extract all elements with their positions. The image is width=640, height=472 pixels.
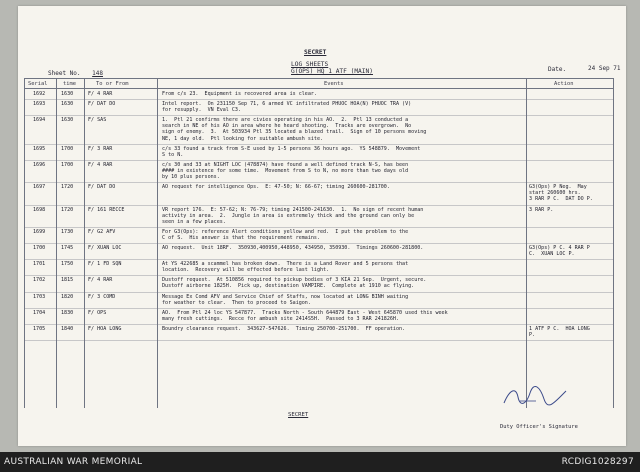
events-cell: Dustoff request. At 510856 required to pickup bodies of 3 KIA 21 Sep. Urgent, secure. Dustoff airborne 1825H. Pick up, destination VAMPIRE. Complete at 1910 ac flying.: [162, 277, 427, 290]
serial-cell: 1705: [33, 326, 46, 332]
to-from-cell: F/ G2 AFV: [88, 228, 116, 235]
to-from-cell: F/ HOA LONG: [88, 326, 122, 332]
events-cell: Message Ex Comd AFV and Service Chief of Staffs, now located at LONG BINH waiting for weather to clear. Then to proceed to Saigon.: [162, 293, 409, 306]
events-cell: Boundry clearance request. 343627-547626. Timing 250700-251700. FF operation.: [162, 326, 406, 332]
serial-cell: 1700: [33, 245, 46, 251]
events-cell: c/s 30 and 33 at NIGHT LOC (478874) have found a well defined track N-S, has been #### in existence for some time. Movement from S to N, no more than two days old by 10 plus persons.: [162, 161, 409, 181]
serial-cell: 1695: [33, 145, 46, 152]
serial-cell: 1694: [33, 117, 46, 124]
to-from-cell: F/ 1 FD SQN: [88, 261, 122, 268]
row-rule: [24, 205, 614, 206]
log-title: [291, 61, 373, 75]
archive-strip: [0, 452, 640, 472]
to-from-cell: F/ DAT DO: [88, 101, 116, 108]
row-rule: [24, 227, 614, 228]
serial-cell: 1701: [33, 261, 46, 268]
action-cell: 1 ATF P C. HOA LONG P.: [529, 326, 590, 339]
events-cell: For G3(Ops): reference Alert conditions yellow and red. I put the problem to the C of S. His answer is that the requirement remains.: [162, 228, 409, 241]
classification-footer: SECRET: [288, 412, 309, 418]
to-from-cell: F/ 3 COMD: [88, 293, 116, 300]
events-cell: AO request for intelligence Ops. E: 47-50; N: 66-67; timing 260600-281700.: [162, 184, 390, 191]
row-rule: [24, 243, 614, 244]
to-from-cell: F/ OPS: [88, 309, 107, 316]
to-from-cell: F/ SAS: [88, 117, 107, 124]
events-cell: AO request. Unit 18RF. 350930,400950,448950, 434950, 350930. Timings 260600-281800.: [162, 245, 424, 251]
time-cell: 1730: [61, 228, 74, 235]
sheet-number-value: 148: [92, 70, 103, 77]
time-cell: 1720: [61, 206, 74, 213]
col-to-from: To or From: [96, 81, 129, 87]
time-cell: 1745: [61, 245, 74, 251]
row-rule: [24, 144, 614, 145]
events-cell: c/s 33 found a track from S-E used by 1-5 persons 36 hours ago. YS 548879. Movement S to N.: [162, 145, 421, 158]
to-from-cell: F/ XUAN LOC: [88, 245, 122, 251]
time-cell: 1720: [61, 184, 74, 191]
sheet-number: [48, 70, 103, 77]
serial-cell: 1697: [33, 184, 46, 191]
time-cell: 1630: [61, 91, 74, 97]
row-rule: [24, 160, 614, 161]
serial-cell: 1703: [33, 293, 46, 300]
col-time: time: [63, 81, 76, 87]
archive-reference: RCDIG1028297: [561, 457, 634, 467]
col-serial: Serial: [28, 81, 48, 87]
to-from-cell: F/ DAT DO: [88, 184, 116, 191]
time-cell: 1820: [61, 293, 74, 300]
signature-label: Duty Officer's Signature: [500, 424, 578, 430]
events-cell: At YS 422685 a scammel has broken down. There is a Land Rover and 5 persons that location. Recovery will be effected before last light.: [162, 261, 409, 274]
sheet-number-label: Sheet No.: [48, 70, 81, 77]
row-rule: [24, 115, 614, 116]
serial-cell: 1693: [33, 101, 46, 108]
duty-officer-signature: [500, 383, 570, 409]
classification-header: SECRET: [304, 49, 327, 56]
to-from-cell: F/ 161 RECCE: [88, 206, 125, 213]
date-value: 24 Sep 71: [588, 65, 621, 72]
row-rule: [24, 340, 614, 341]
date-label: Date.: [548, 66, 567, 73]
row-rule: [24, 292, 614, 293]
to-from-cell: F/ 4 RAR: [88, 277, 113, 284]
to-from-cell: F/ 4 RAR: [88, 91, 113, 97]
col-events: Events: [324, 81, 344, 87]
title-text: LOG SHEETS: [291, 61, 329, 68]
row-rule: [24, 275, 614, 276]
events-cell: 1. Ptl 21 confirms there are civies operating in his AO. 2. Ptl 13 conducted a search in NE of his AO in area where he heard shooting. Tracks are overgrown. No sign of enemy. 3. At 503934 Ptl 35 located a blazed trail. Sign of 10 persons moving NE, 1 day old. Ptl looking for suitable ambush site.: [162, 117, 427, 142]
events-cell: From c/s 23. Equipment is recovered area is clear.: [162, 91, 317, 97]
events-cell: Intel report. On 231150 Sep 71, 6 armed VC infiltrated PHUOC HOA(N) PHUOC TRA (V) for resupply. VN Eval C3.: [162, 101, 412, 114]
archive-source: AUSTRALIAN WAR MEMORIAL: [4, 457, 143, 467]
action-cell: G3(Ops) P Neg. May start 260600 hrs. 3 RAR P C. DAT DO P.: [529, 184, 593, 203]
time-cell: 1700: [61, 145, 74, 152]
to-from-cell: F/ 3 RAR: [88, 145, 113, 152]
action-cell: 3 RAR P.: [529, 206, 554, 213]
events-cell: VR report 176. E: 57-62; N: 76-79; timing 241500-241630. 1. No sign of recent human activity in area. 2. Jungle in area is extremely thick and the ground can only be seen in a few places.: [162, 206, 424, 225]
serial-cell: 1699: [33, 228, 46, 235]
serial-cell: 1692: [33, 91, 46, 97]
serial-cell: 1698: [33, 206, 46, 213]
time-cell: 1630: [61, 117, 74, 124]
to-from-cell: F/ 4 RAR: [88, 161, 113, 168]
serial-cell: 1696: [33, 161, 46, 168]
col-action: Action: [554, 81, 574, 87]
events-cell: AO. From Ptl 24 loc YS 547877. Tracks North - South 644879 East - West 645870 used this week many fresh cuttings. Recce for ambush site 2414S5H. Passed to 3 RAR 241826H.: [162, 309, 448, 322]
serial-cell: 1702: [33, 277, 46, 284]
serial-cell: 1704: [33, 309, 46, 316]
row-rule: [24, 324, 614, 325]
time-cell: 1830: [61, 309, 74, 316]
time-cell: 1700: [61, 161, 74, 168]
action-cell: G3(Ops) P C. 4 RAR P C. XUAN LOC P.: [529, 245, 590, 258]
time-cell: 1815: [61, 277, 74, 284]
row-rule: [24, 99, 614, 100]
row-rule: [24, 259, 614, 260]
time-cell: 1840: [61, 326, 74, 332]
row-rule: [24, 182, 614, 183]
time-cell: 1750: [61, 261, 74, 268]
unit-text: G(OPS) HQ 1 ATF (MAIN): [291, 68, 373, 75]
time-cell: 1630: [61, 101, 74, 108]
row-rule: [24, 308, 614, 309]
